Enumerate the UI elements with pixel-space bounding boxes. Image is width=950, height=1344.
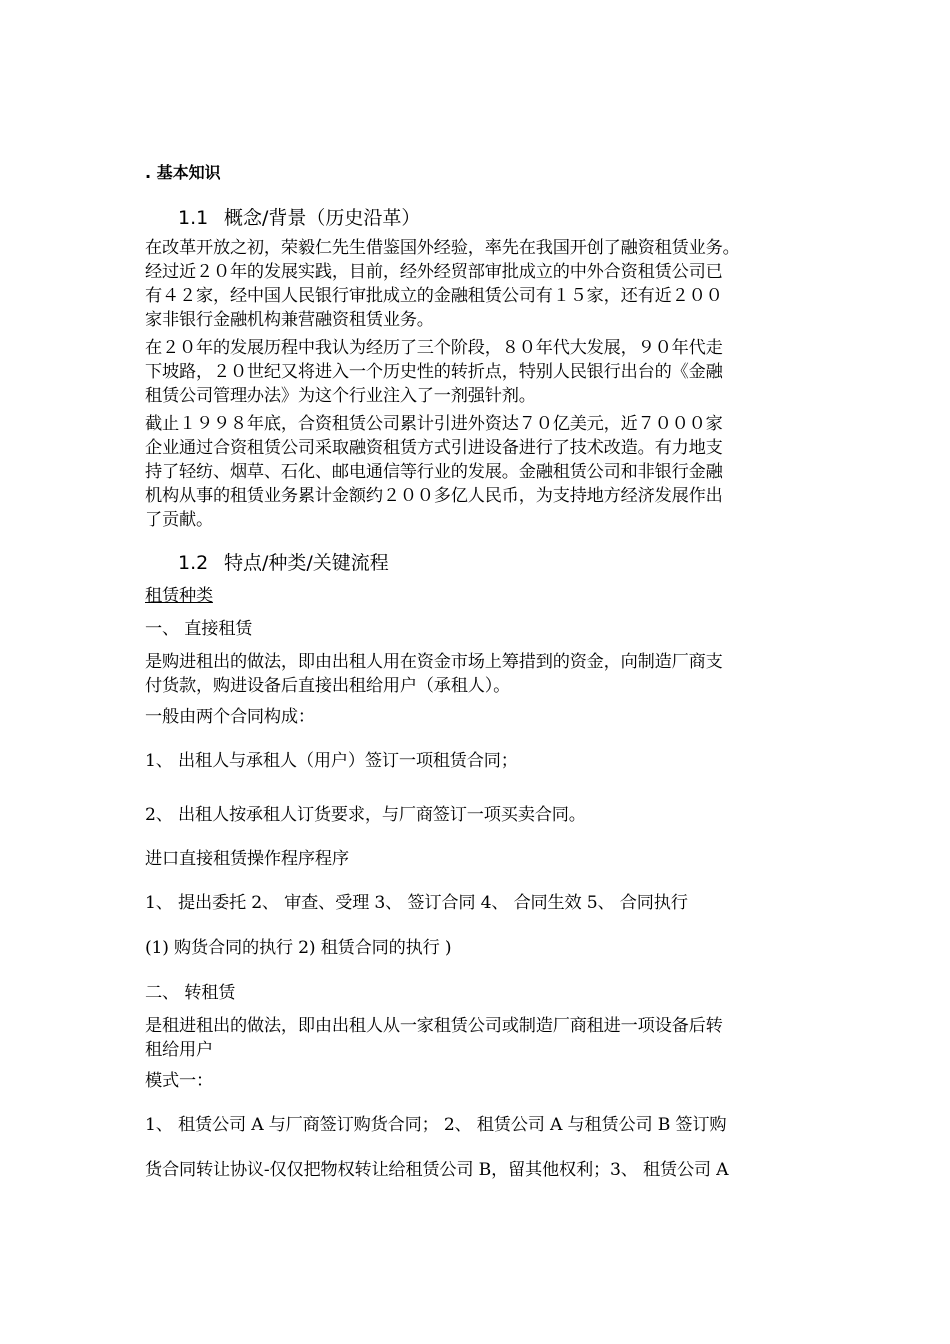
paragraph-line: 持了轻纺、烟草、石化、邮电通信等行业的发展。金融租赁公司和非银行金融 <box>145 462 723 482</box>
section-title: 概念/背景（历史沿革） <box>224 207 421 229</box>
item-sublease: 二、 转租赁 <box>145 983 236 1003</box>
import-procedure-title: 进口直接租赁操作程序程序 <box>145 849 349 869</box>
two-contracts-text: 一般由两个合同构成： <box>145 707 315 727</box>
paragraph-line: 有４２家，经中国人民银行审批成立的金融租赁公司有１５家，还有近２００ <box>145 286 723 306</box>
section-number: 1.2 <box>178 552 209 574</box>
paragraph-line: 租赁公司管理办法》为这个行业注入了一剂强针剂。 <box>145 386 536 406</box>
main-heading: . 基本知识 <box>145 163 221 182</box>
section-heading-1-2 <box>178 548 389 575</box>
paragraph-line: 是租进租出的做法，即由出租人从一家租赁公司或制造厂商租进一项设备后转 <box>145 1016 723 1036</box>
item-direct-lease: 一、 直接租赁 <box>145 619 253 639</box>
paragraph-line: 下坡路，２０世纪又将进入一个历史性的转折点，特别人民银行出台的《金融 <box>145 362 723 382</box>
paragraph-line: 截止１９９８年底，合资租赁公司累计引进外资达７０亿美元，近７０００家 <box>145 414 723 434</box>
mode-one-label: 模式一： <box>145 1071 213 1091</box>
contract-execution: (1) 购货合同的执行 2) 租赁合同的执行 ) <box>145 938 452 958</box>
paragraph-line: 经过近２０年的发展实践，目前，经外经贸部审批成立的中外合资租赁公司已 <box>145 262 723 282</box>
paragraph-line: 了贡献。 <box>145 510 213 530</box>
section-number: 1.1 <box>178 207 209 229</box>
paragraph-line: 在２０年的发展历程中我认为经历了三个阶段，８０年代大发展，９０年代走 <box>145 338 723 358</box>
paragraph-line: 租给用户 <box>145 1040 213 1060</box>
paragraph-line: 在改革开放之初，荣毅仁先生借鉴国外经验，率先在我国开创了融资租赁业务。 <box>145 238 740 258</box>
paragraph-stages <box>145 336 723 408</box>
procedure-steps: 1、 提出委托 2、 审查、受理 3、 签订合同 4、 合同生效 5、 合同执行 <box>145 893 688 913</box>
paragraph-line: 机构从事的租赁业务累计金额约２００多亿人民币，为支持地方经济发展作出 <box>145 486 723 506</box>
paragraph-statistics <box>145 412 723 532</box>
paragraph-line: 是购进租出的做法，即由出租人用在资金市场上筹措到的资金，向制造厂商支 <box>145 652 723 672</box>
contract-item-1: 1、 出租人与承租人（用户）签订一项租赁合同； <box>145 751 518 771</box>
paragraph-line: 付货款，购进设备后直接出租给用户（承租人）。 <box>145 676 511 696</box>
direct-lease-description <box>145 650 723 698</box>
sublease-description <box>145 1014 723 1062</box>
lease-types-label: 租赁种类 <box>145 586 213 606</box>
contract-item-2: 2、 出租人按承租人订货要求，与厂商签订一项买卖合同。 <box>145 805 586 825</box>
section-title: 特点/种类/关键流程 <box>224 552 389 574</box>
paragraph-line: 家非银行金融机构兼营融资租赁业务。 <box>145 310 434 330</box>
section-heading-1-1 <box>178 203 420 230</box>
paragraph-line: 企业通过合资租赁公司采取融资租赁方式引进设备进行了技术改造。有力地支 <box>145 438 723 458</box>
mode-one-line-1: 1、 租赁公司 A 与厂商签订购货合同； 2、 租赁公司 A 与租赁公司 B 签订购 <box>145 1115 727 1135</box>
paragraph-history <box>145 236 740 332</box>
mode-one-line-2: 货合同转让协议-仅仅把物权转让给租赁公司 B，留其他权利；3、 租赁公司 A <box>145 1160 729 1180</box>
